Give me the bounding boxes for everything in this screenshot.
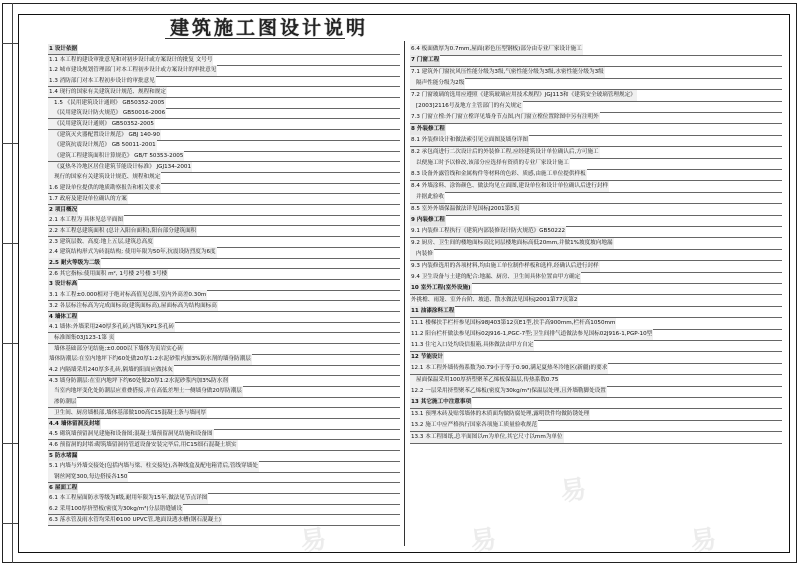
spec-line-text: 4.1 墙体:外墙采用240厚多孔砖,内墙为KP1多孔砖 bbox=[48, 322, 175, 333]
spec-line-text: 5.1 内墙与外墙交接处(包括内墙与梁、柱交接处),各种线盒及配电箱背后,管线穿墙处 bbox=[48, 461, 259, 472]
binding-tick bbox=[2, 443, 18, 444]
spec-line bbox=[410, 101, 523, 112]
spec-line-text: 8.5 室外外墙保温做法详见国标J2001第5页 bbox=[410, 204, 520, 215]
spec-line bbox=[410, 272, 581, 283]
spec-line bbox=[410, 295, 578, 306]
spec-line-text: 2.6 其它指标:使用面积 m², 1号楼 2号楼 3号楼 bbox=[48, 269, 168, 280]
rule-line bbox=[410, 443, 782, 444]
rule-line bbox=[410, 78, 782, 79]
rule-line bbox=[48, 397, 400, 398]
spec-line bbox=[410, 249, 434, 260]
spec-line-text: 9.1 内装修工程执行《建筑内部装修设计防火规范》GB50222 bbox=[410, 226, 566, 237]
spec-line-text: 2 项目概况 bbox=[48, 205, 78, 216]
spec-line-text: 1 设计依据 bbox=[48, 44, 78, 55]
spec-line-text: 11.3 住宅入口处均设信报箱,具体做法由甲方自定 bbox=[410, 340, 534, 351]
spec-line-text: 4 墙体工程 bbox=[48, 312, 78, 323]
spec-line-text: 7.2 门窗玻璃的选用应遵照《建筑玻璃应用技术规程》JGJ113和《建筑安全玻璃管理规定》 bbox=[410, 90, 637, 101]
spec-line-text: 12 节能设计 bbox=[410, 352, 444, 363]
spec-line-text: 3.1 本工程±0.000相对于绝对标高值见总图,室内外高差0.30m bbox=[48, 290, 207, 301]
spec-line bbox=[410, 375, 559, 386]
spec-line bbox=[410, 192, 445, 203]
spec-line bbox=[410, 420, 538, 431]
spec-line-text: 外挑檐、雨篷、室外台阶、坡道、散水做法见国标J2001第77页第2 bbox=[410, 295, 578, 306]
spec-line bbox=[410, 306, 455, 317]
rule-line bbox=[410, 306, 782, 307]
spec-line-text: 墙体防潮层:在室内地坪下约60处做20厚1:2水泥砂浆内加3%防水剂的墙身防潮层 bbox=[48, 354, 252, 365]
spec-line-text: 13.2 施工中应严格执行国家各项施工质量验收规范 bbox=[410, 420, 538, 431]
spec-line bbox=[410, 340, 534, 351]
spec-line-text: 7 门窗工程 bbox=[410, 55, 440, 66]
spec-line-text: 8 外装修工程 bbox=[410, 124, 446, 135]
spec-line-text: 7.1 建筑外门窗抗风压性能分级为3级,气密性能分级为3级,水密性能分级为3级 bbox=[410, 67, 605, 78]
spec-line-text: 4.6 预留洞的封堵:砌筑墙留洞待管道设备安装完毕后,用C15细石混凝土填实 bbox=[48, 440, 238, 451]
rule-line bbox=[410, 55, 782, 56]
spec-line-text: 6.3 落水管及雨水管均采用Φ100 UPVC管,地面设透水槽(钢石混凝土) bbox=[48, 515, 222, 526]
spec-line-text: 现行的国家有关建筑设计规范、规程和规定 bbox=[48, 172, 161, 183]
spec-line bbox=[410, 147, 600, 158]
spec-line-text: 4.3 墙身防潮层:在室内地坪下约60处做20厚1:2水泥砂浆内加3%防水剂 bbox=[48, 376, 229, 387]
spec-line bbox=[410, 215, 446, 226]
rule-line bbox=[48, 482, 400, 483]
spec-line-text: 以便施工时予以修改,该部分应选择有资质的专业厂家设计施工 bbox=[410, 158, 570, 169]
rule-line bbox=[48, 311, 400, 312]
spec-line-text: 《民用建筑设计防火规范》 GB50016-2006 bbox=[48, 108, 166, 119]
watermark-mark: 易 bbox=[298, 524, 329, 558]
spec-line bbox=[410, 67, 605, 78]
rule-line bbox=[410, 351, 782, 352]
spec-line bbox=[410, 283, 472, 294]
spec-line bbox=[410, 135, 529, 146]
spec-line-text: 2.4 建筑结构形式为砖混结构; 使用年限为50年,抗震设防烈度为6度 bbox=[48, 247, 217, 258]
title-underline bbox=[165, 38, 345, 39]
spec-line bbox=[410, 238, 614, 249]
spec-line-text: 标准图集03J123-1第 页 bbox=[48, 333, 115, 344]
binding-tick bbox=[2, 243, 18, 244]
spec-line bbox=[410, 352, 444, 363]
spec-line-text: 3 设计标高 bbox=[48, 279, 78, 290]
spec-line bbox=[410, 90, 637, 101]
rule-line bbox=[410, 249, 782, 250]
spec-line-text: 1.6 建设单位提供的地质勘察报告和相关要求 bbox=[48, 183, 161, 194]
rule-line bbox=[48, 279, 400, 280]
rule-line bbox=[410, 192, 782, 193]
spec-line-text: 6.2 采用100厚挤塑板(密度为30kg/m³)分层错缝铺设 bbox=[48, 504, 183, 515]
spec-line-text: 2.1 本工程为 具体见总平面图 bbox=[48, 215, 124, 226]
spec-line-text: 13.3 本工程图纸,总平面图以m为单位,其它尺寸以mm为单位 bbox=[410, 432, 564, 443]
spec-line-text: 《建筑工程建筑面积计算规范》 GB/T 50353-2005 bbox=[48, 151, 184, 162]
spec-line-text: 13 其它施工中注意事项 bbox=[410, 397, 472, 408]
spec-line bbox=[410, 112, 600, 123]
spec-line-text: 渗防潮层 bbox=[48, 397, 77, 408]
spec-line bbox=[410, 124, 446, 135]
spec-line-text: 卫生间、厨房墙根部,墙体基部做100高C15混凝土条与墙同厚 bbox=[48, 408, 207, 419]
spec-line bbox=[410, 44, 583, 55]
spec-line-text: 11 油漆涂料工程 bbox=[410, 306, 455, 317]
rule-line bbox=[410, 215, 782, 216]
spec-line bbox=[410, 181, 609, 192]
spec-line-text: 《民用建筑设计通则》 GB50352-2005 bbox=[48, 119, 155, 130]
spec-line-text: 内装修 bbox=[410, 249, 434, 260]
spec-line bbox=[410, 397, 472, 408]
spec-line-text: 6.4 板面做厚为0.7mm,屋面(彩色压型钢板)部分由专业厂家设计施工 bbox=[410, 44, 583, 55]
spec-line-text: 9 内装修工程 bbox=[410, 215, 446, 226]
spec-line-text: 2.3 建筑层数、高度:地上五层,建筑总高度 bbox=[48, 237, 154, 248]
spec-line-text: 9.2 厨房、卫生间的楼地面标高比同层楼地面标高低20mm,并做1%坡度坡向地漏 bbox=[410, 238, 614, 249]
spec-line bbox=[410, 204, 520, 215]
spec-line-text: 12.2 一层采用挤塑聚苯乙烯板(密度为30kg/m³)保温层处理,且外墙勒脚处设置 bbox=[410, 386, 607, 397]
spec-line-text: 《建筑灭火器配置设计规范》 GBJ 140-90 bbox=[48, 130, 161, 141]
spec-line bbox=[410, 363, 608, 374]
spec-line-text: 6.1 本工程屋面防水等级为Ⅱ级,耐用年限为15年,做法见节点详图 bbox=[48, 493, 208, 504]
watermark-mark: 易 bbox=[468, 524, 499, 558]
spec-line-text: 8.2 承包商进行二次设计后的外装修工程,应经建筑设计单位确认后,方可施工 bbox=[410, 147, 600, 158]
spec-line-text: 2.5 耐火等级为二级 bbox=[48, 258, 101, 269]
binding-tick bbox=[2, 523, 18, 524]
spec-line-text: 3.2 各层标注标高为完成面标高(建筑面标高),屋面标高为结构面标高 bbox=[48, 301, 218, 312]
spec-line bbox=[410, 226, 566, 237]
spec-line-text: 屋面保温采用100厚挤塑聚苯乙烯板保温层,传热系数0.75 bbox=[410, 375, 559, 386]
spec-line-text: 隔声性能分级为2级 bbox=[410, 78, 465, 89]
page-title: 建筑施工图设计说明 bbox=[170, 17, 369, 39]
spec-line-text: 8.3 设备外露管线和金属构件等材料的色彩、质感,由施工单位提供样板 bbox=[410, 169, 587, 180]
spec-line-text: 4.2 内隔墙采用240厚多孔砖,隔墙的阳面应做抹灰 bbox=[48, 365, 174, 376]
spec-line-text: 9.4 卫生设备与土建的配合:地漏、厨房、卫生间具体位置由甲方确定 bbox=[410, 272, 581, 283]
binding-tick bbox=[2, 143, 18, 144]
spec-line-text: 钢丝网宽300,每边搭接各150 bbox=[48, 472, 128, 483]
spec-line bbox=[410, 169, 587, 180]
spec-line-text: 4.4 墙体留洞及封堵 bbox=[48, 419, 101, 430]
spec-line-text: 2.2 本工程总建筑面积 (总计入阳台面积),阳台部分建筑面积 bbox=[48, 226, 197, 237]
binding-tick bbox=[2, 343, 18, 344]
spec-line-text: 《夏热冬冷地区居住建筑节能设计标准》 JGJ134-2001 bbox=[48, 162, 192, 173]
spec-line-text: 11.2 阳台栏杆做法参见国标02J916-1,PGC-7型;卫生间排气道做法参见国标02J916-1,PGP-10型 bbox=[410, 329, 653, 340]
binding-margin bbox=[2, 3, 18, 563]
spec-line-text: 12.1 本工程外墙传热系数为0.79小于等于0.90,满足夏热冬冷地区(新疆)的要求 bbox=[410, 363, 608, 374]
spec-line-text: 《建筑抗震设计规范》 GB 50011-2001 bbox=[48, 140, 157, 151]
spec-line-text: 并据此验收 bbox=[410, 192, 445, 203]
spec-line bbox=[410, 409, 590, 420]
spec-line-text: 1.2 城市建设规划管理部门对本工程初步设计或方案设计的审批意见 bbox=[48, 65, 217, 76]
spec-line bbox=[410, 318, 616, 329]
spec-line-text: 墙体基础部分见结施;±0.000以下墙体为页岩实心砖 bbox=[48, 344, 184, 355]
spec-line-text: 1.5 《民用建筑设计通则》 GB50352-2005 bbox=[48, 98, 166, 109]
spec-line-text: 当室内地坪变化处防潮层应重叠搭接,并在高低差埋土一侧墙身做20厚防潮层 bbox=[48, 386, 243, 397]
spec-line-text: 11.1 楼梯扶手栏杆参见国标98J403第12页E1型,扶手高900mm,栏杆高1050mm bbox=[410, 318, 616, 329]
spec-line-text: 9.3 内装修选用的各项材料,均由施工单位制作样板和选样,经确认后进行封样 bbox=[410, 261, 600, 272]
spec-line-text: 13.1 预埋木砖及贴邻墙体的木质面均做防腐处理,露明铁件均做防锈处理 bbox=[410, 409, 590, 420]
spec-line bbox=[410, 432, 564, 443]
spec-line-text: 7.3 门窗立樘:外门窗立樘详见墙身节点图,内门窗立樘位置除图中另有注明外 bbox=[410, 112, 600, 123]
rule-line bbox=[48, 525, 400, 526]
spec-line bbox=[410, 158, 570, 169]
spec-line-text: 5 防水堵漏 bbox=[48, 451, 78, 462]
spec-line bbox=[410, 78, 465, 89]
column-divider bbox=[404, 41, 405, 546]
spec-line-text: 1.3 消防部门对本工程初步设计的审批意见 bbox=[48, 76, 156, 87]
watermark-mark: 易 bbox=[688, 524, 719, 558]
spec-line-text: 1.1 本工程的建设审批意见和对初步设计或方案设计的批复 文号号 bbox=[48, 55, 213, 66]
spec-line-text: [2003]2116号及地方主管部门的有关规定 bbox=[410, 101, 523, 112]
rule-line bbox=[410, 123, 782, 124]
spec-line-text: 4.5 砌筑墙预留洞见建施和设备图;混凝土墙预留洞见结施和设备图 bbox=[48, 429, 214, 440]
spec-line bbox=[410, 261, 600, 272]
spec-line-text: 8.4 外墙涂料、涂饰颜色、做法均见立面图,建设单位和设计单位确认后进行封样 bbox=[410, 181, 609, 192]
spec-line bbox=[410, 386, 607, 397]
spec-line-text: 6 屋面工程 bbox=[48, 483, 78, 494]
rule-line bbox=[48, 204, 400, 205]
spec-line bbox=[410, 55, 440, 66]
binding-tick bbox=[2, 43, 18, 44]
spec-line-text: 1.7 政府及建设单位确认的方案 bbox=[48, 194, 128, 205]
spec-line-text: 1.4 现行的国家有关建筑设计规范、规程和规定 bbox=[48, 87, 167, 98]
rule-line bbox=[48, 450, 400, 451]
spec-line bbox=[410, 329, 653, 340]
binding-line bbox=[12, 3, 13, 563]
spec-line-text: 8.1 外装修设计和做法索引见立面图及墙身详图 bbox=[410, 135, 529, 146]
spec-line-text: 10 室外工程(室外设施) bbox=[410, 283, 472, 294]
watermark-mark: 易 bbox=[558, 474, 589, 508]
